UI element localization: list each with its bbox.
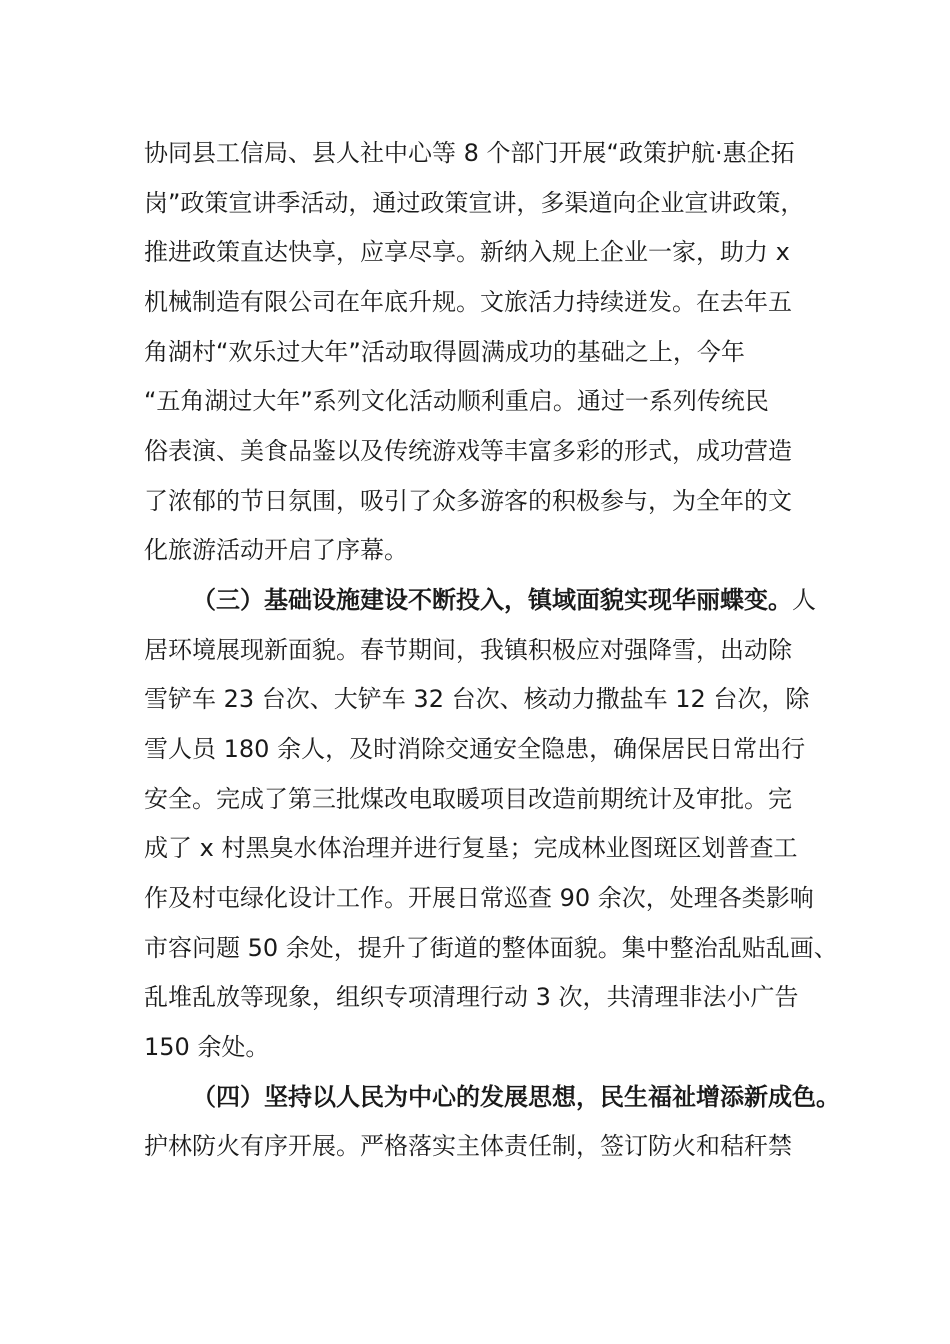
body-line: 机械制造有限公司在年底升规。文旅活力持续迸发。在去年五 [144, 288, 792, 316]
body-line: 雪人员 180 余人，及时消除交通安全隐患，确保居民日常出行 [144, 735, 806, 763]
body-line: 协同县工信局、县人社中心等 8 个部门开展“政策护航·惠企拓 [144, 139, 795, 167]
body-line: 俗表演、美食品鉴以及传统游戏等丰富多彩的形式，成功营造 [144, 437, 792, 465]
body-line: 居环境展现新面貌。春节期间，我镇积极应对强降雪，出动除 [144, 636, 792, 664]
body-line: 推进政策直达快享，应享尽享。新纳入规上企业一家，助力 x [144, 238, 790, 266]
body-line: 了浓郁的节日氛围，吸引了众多游客的积极参与，为全年的文 [144, 487, 792, 515]
body-line: 岗”政策宣讲季活动，通过政策宣讲，多渠道向企业宣讲政策， [144, 189, 805, 217]
section-3-first-line [192, 584, 816, 616]
body-line: 150 余处。 [144, 1033, 270, 1061]
body-line: “五角湖过大年”系列文化活动顺利重启。通过一系列传统民 [144, 387, 769, 415]
body-line: 护林防火有序开展。严格落实主体责任制，签订防火和秸秆禁 [144, 1132, 792, 1160]
body-line: 角湖村“欢乐过大年”活动取得圆满成功的基础之上，今年 [144, 338, 745, 366]
section-3-heading: （三）基础设施建设不断投入，镇域面貌实现华丽蝶变。 [192, 586, 792, 614]
body-line: 安全。完成了第三批煤改电取暖项目改造前期统计及审批。完 [144, 785, 792, 813]
section-4-heading: （四）坚持以人民为中心的发展思想，民生福祉增添新成色。 [192, 1083, 840, 1111]
section-3-heading-tail: 人 [792, 586, 816, 614]
body-line: 化旅游活动开启了序幕。 [144, 536, 408, 564]
body-line: 作及村屯绿化设计工作。开展日常巡查 90 余次，处理各类影响 [144, 884, 814, 912]
body-line: 成了 x 村黑臭水体治理并进行复垦；完成林业图斑区划普查工 [144, 834, 798, 862]
body-line: 雪铲车 23 台次、大铲车 32 台次、核动力撒盐车 12 台次，除 [144, 685, 810, 713]
body-line: 乱堆乱放等现象，组织专项清理行动 3 次，共清理非法小广告 [144, 983, 799, 1011]
body-line: 市容问题 50 余处，提升了街道的整体面貌。集中整治乱贴乱画、 [144, 934, 838, 962]
